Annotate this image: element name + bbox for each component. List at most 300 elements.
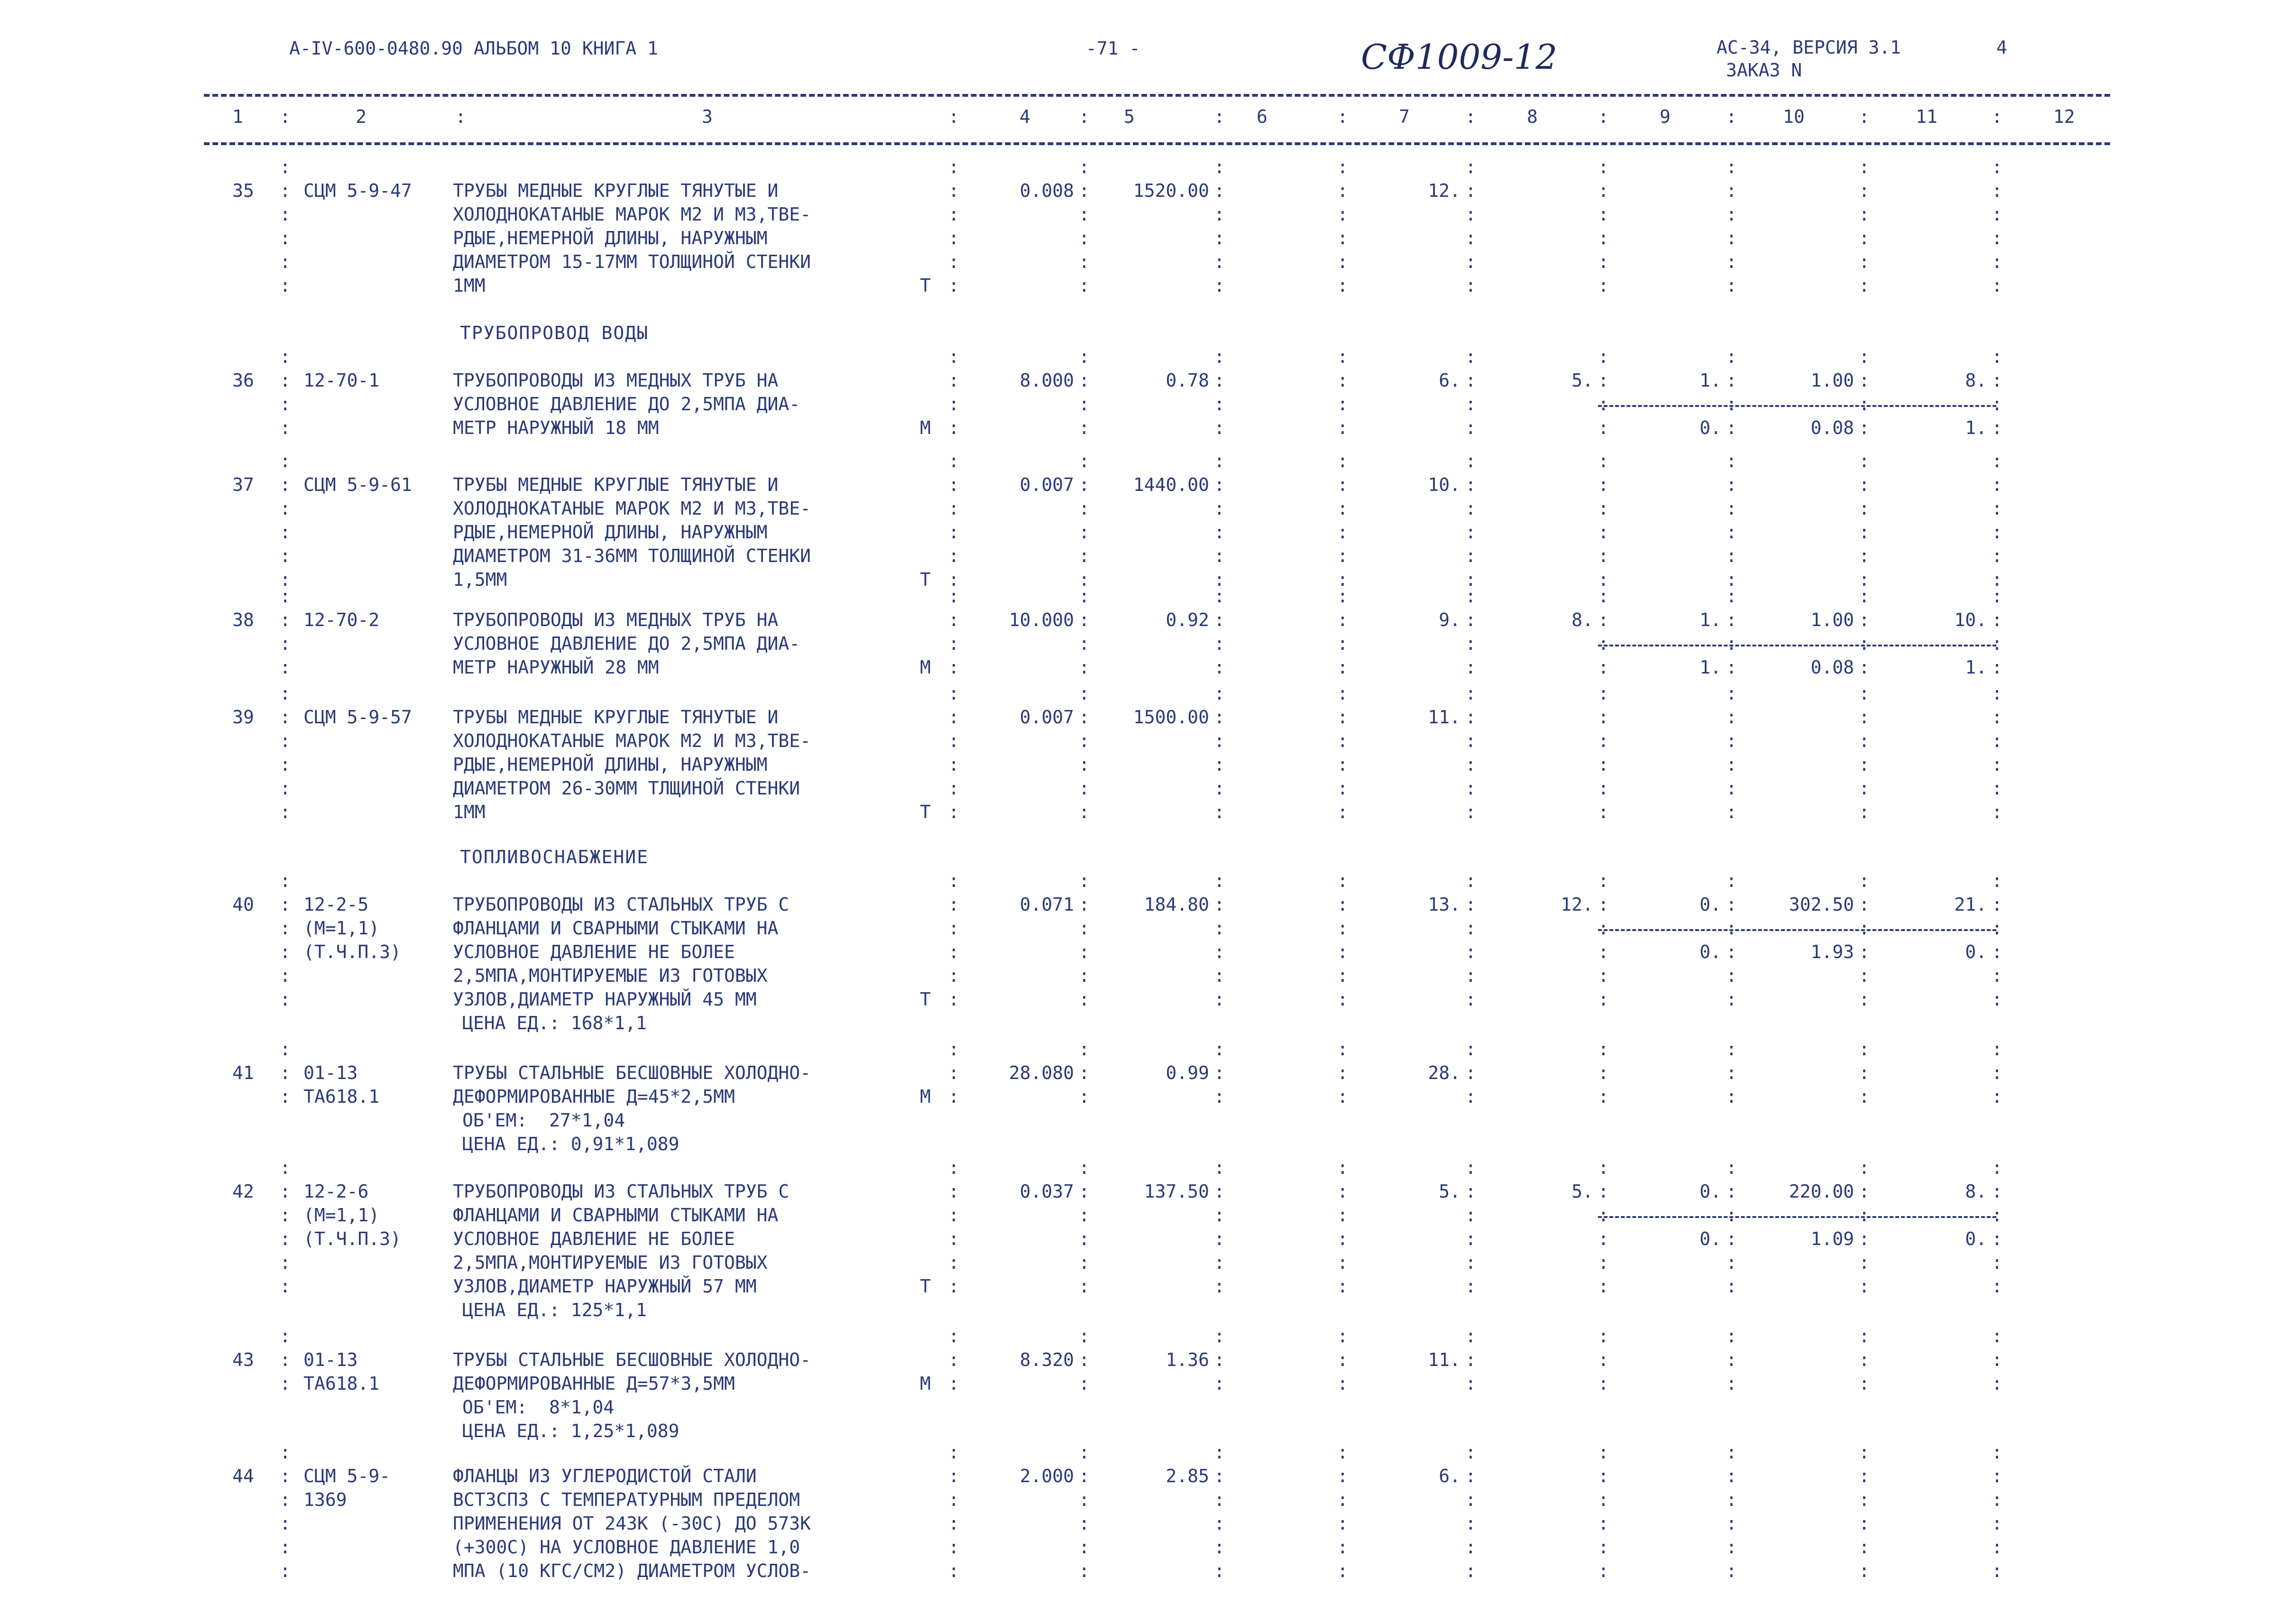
column-separator: : <box>1726 370 1737 391</box>
column-separator: : <box>1859 474 1870 495</box>
header-rule <box>204 142 2110 145</box>
cell-col7: 10. <box>1428 474 1460 495</box>
column-separator: : <box>1337 522 1348 543</box>
column-separator: : <box>280 522 291 543</box>
column-separator: : <box>1859 1489 1870 1510</box>
column-separator: : <box>1079 417 1090 438</box>
column-separator: : <box>1992 275 2002 296</box>
column-separator: : <box>1598 275 1609 296</box>
column-separator: : <box>1079 707 1090 728</box>
column-separator: : <box>1859 370 1870 391</box>
column-separator: : <box>1859 633 1870 654</box>
row-code: 12-2-6 <box>303 1181 369 1202</box>
column-separator: : <box>948 754 959 775</box>
column-separator: : <box>1079 754 1090 775</box>
column-separator: : <box>1726 498 1737 519</box>
column-separator: : <box>1598 586 1609 607</box>
row-unit: Т <box>920 989 931 1010</box>
row-extra: ЦЕНА ЕД.: 168*1,1 <box>462 1013 647 1033</box>
column-separator: : <box>1726 1489 1737 1510</box>
column-separator: : <box>1079 1513 1090 1534</box>
column-separator: : <box>1079 894 1090 915</box>
column-separator: : <box>1726 106 1737 127</box>
row-description: 2,5МПА,МОНТИРУЕМЫЕ ИЗ ГОТОВЫХ <box>453 965 768 986</box>
column-separator: : <box>1992 251 2002 272</box>
column-separator: : <box>948 894 959 915</box>
column-separator: : <box>280 1276 291 1297</box>
column-separator: : <box>1337 1489 1348 1510</box>
row-description: МПА (10 КГС/СМ2) ДИАМЕТРОМ УСЛОВ- <box>453 1560 811 1581</box>
column-separator: : <box>1598 1560 1609 1581</box>
column-separator: : <box>280 1373 291 1394</box>
column-separator: : <box>1337 730 1348 751</box>
column-separator: : <box>280 1560 291 1581</box>
column-separator: : <box>1992 157 2002 177</box>
column-separator: : <box>1992 1062 2002 1083</box>
column-separator: : <box>1465 870 1476 891</box>
column-separator: : <box>1337 707 1348 728</box>
column-separator: : <box>948 1373 959 1394</box>
column-separator: : <box>1726 609 1737 630</box>
row-code: 01-13 <box>303 1349 358 1370</box>
column-separator: : <box>1079 370 1090 391</box>
column-separator: : <box>1859 1157 1870 1178</box>
column-separator: : <box>1337 1326 1348 1347</box>
column-separator: : <box>1598 1326 1609 1347</box>
column-separator: : <box>1337 683 1348 704</box>
column-separator: : <box>1726 157 1737 177</box>
column-separator: : <box>1859 707 1870 728</box>
column-separator: : <box>1214 778 1225 799</box>
row-number: 37 <box>232 474 254 495</box>
column-separator: : <box>280 586 291 607</box>
column-separator: : <box>1214 1252 1225 1273</box>
column-separator: : <box>948 730 959 751</box>
column-separator: : <box>280 1252 291 1273</box>
column-separator: : <box>948 802 959 822</box>
cell-col5: 0.92 <box>1166 609 1209 630</box>
column-separator: : <box>1992 609 2002 630</box>
column-separator: : <box>1726 1466 1737 1486</box>
column-separator: : <box>1465 370 1476 391</box>
column-separator: : <box>1465 1086 1476 1107</box>
column-separator: : <box>280 228 291 249</box>
column-separator: : <box>1992 451 2002 471</box>
column-separator: : <box>1079 1157 1090 1178</box>
column-separator: : <box>1465 106 1476 127</box>
column-separator: : <box>1859 545 1870 566</box>
column-separator: : <box>1859 870 1870 891</box>
column-separator: : <box>1465 1326 1476 1347</box>
column-separator: : <box>1465 1228 1476 1249</box>
column-separator: : <box>1465 275 1476 296</box>
column-separator: : <box>280 106 291 127</box>
column-separator: : <box>1337 346 1348 367</box>
column-separator: : <box>1859 754 1870 775</box>
row-description: ДЕФОРМИРОВАННЫЕ Д=57*3,5ММ <box>453 1373 735 1394</box>
column-separator: : <box>1337 157 1348 177</box>
column-separator: : <box>1992 730 2002 751</box>
column-separator: : <box>1598 941 1609 962</box>
cell-col7: 28. <box>1428 1062 1460 1083</box>
row-number: 44 <box>232 1466 254 1486</box>
row-description: ТРУБОПРОВОДЫ ИЗ СТАЛЬНЫХ ТРУБ С <box>453 894 790 915</box>
row-code: 1369 <box>303 1489 347 1510</box>
column-separator: : <box>1337 394 1348 415</box>
cell-col10: 1.00 <box>1810 370 1854 391</box>
cell-col5: 1500.00 <box>1133 707 1209 728</box>
column-separator: : <box>948 180 959 201</box>
column-separator: : <box>1992 474 2002 495</box>
column-separator: : <box>1465 1205 1476 1226</box>
column-separator: : <box>1992 394 2002 415</box>
column-separator: : <box>1214 1062 1225 1083</box>
column-separator: : <box>1598 394 1609 415</box>
column-separator: : <box>1214 1157 1225 1178</box>
sub-col10: 0.08 <box>1810 657 1854 678</box>
column-separator: : <box>1214 918 1225 939</box>
column-separator: : <box>948 1513 959 1534</box>
column-separator: : <box>1859 1205 1870 1226</box>
column-separator: : <box>1598 370 1609 391</box>
column-separator: : <box>1337 1205 1348 1226</box>
row-code: 12-2-5 <box>303 894 369 915</box>
column-separator: : <box>1465 346 1476 367</box>
column-separator: : <box>1992 1466 2002 1486</box>
column-separator: : <box>1214 1326 1225 1347</box>
column-separator: : <box>1214 1513 1225 1534</box>
row-description: ХОЛОДНОКАТАНЫЕ МАРОК М2 И М3,ТВЕ- <box>453 498 811 519</box>
column-separator: : <box>280 1466 291 1486</box>
column-separator: : <box>1337 1442 1348 1463</box>
column-separator: : <box>280 1349 291 1370</box>
cell-col8: 5. <box>1571 370 1593 391</box>
column-separator: : <box>1992 754 2002 775</box>
column-separator: : <box>1214 1228 1225 1249</box>
column-separator: : <box>1079 451 1090 471</box>
sub-col11: 1. <box>1965 417 1987 438</box>
cell-col5: 184.80 <box>1144 894 1209 915</box>
column-separator: : <box>1598 754 1609 775</box>
column-separator: : <box>1337 918 1348 939</box>
column-separator: : <box>280 275 291 296</box>
column-separator: : <box>1726 1513 1737 1534</box>
column-separator: : <box>1992 965 2002 986</box>
column-separator: : <box>1992 941 2002 962</box>
column-separator: : <box>1992 870 2002 891</box>
column-separator: : <box>1859 1513 1870 1534</box>
row-code: (Т.Ч.П.3) <box>303 1228 401 1249</box>
column-separator: : <box>1079 474 1090 495</box>
cell-col11: 8. <box>1965 1181 1987 1202</box>
cell-col4: 28.080 <box>1009 1062 1074 1083</box>
column-separator: : <box>280 204 291 225</box>
column-separator: : <box>1992 1039 2002 1060</box>
cell-col4: 0.071 <box>1019 894 1074 915</box>
column-separator: : <box>1214 106 1225 127</box>
column-separator: : <box>1726 1157 1737 1178</box>
column-separator: : <box>1214 894 1225 915</box>
column-separator: : <box>1992 569 2002 590</box>
column-separator: : <box>1992 586 2002 607</box>
column-separator: : <box>280 778 291 799</box>
top-rule <box>204 94 2110 97</box>
column-separator: : <box>948 204 959 225</box>
column-separator: : <box>1214 204 1225 225</box>
column-separator: : <box>1992 1252 2002 1273</box>
row-number: 41 <box>232 1062 254 1083</box>
column-separator: : <box>1465 683 1476 704</box>
cell-col4: 0.007 <box>1019 474 1074 495</box>
column-separator: : <box>1214 1181 1225 1202</box>
sub-col9: 0. <box>1699 1228 1721 1249</box>
column-separator: : <box>1214 251 1225 272</box>
sub-col10: 1.93 <box>1810 941 1854 962</box>
column-separator: : <box>1598 989 1609 1010</box>
column-separator: : <box>1726 1228 1737 1249</box>
column-header-5: 5 <box>1124 106 1135 127</box>
column-separator: : <box>1992 545 2002 566</box>
column-separator: : <box>1214 157 1225 177</box>
column-separator: : <box>1726 989 1737 1010</box>
column-separator: : <box>1465 918 1476 939</box>
column-separator: : <box>1598 1157 1609 1178</box>
column-header-6: 6 <box>1257 106 1267 127</box>
column-separator: : <box>1079 778 1090 799</box>
row-unit: М <box>920 657 931 678</box>
column-separator: : <box>948 157 959 177</box>
column-separator: : <box>948 569 959 590</box>
column-separator: : <box>1598 1276 1609 1297</box>
column-separator: : <box>280 1537 291 1558</box>
column-separator: : <box>1726 870 1737 891</box>
column-separator: : <box>1214 965 1225 986</box>
cell-col11: 10. <box>1954 609 1987 630</box>
column-separator: : <box>1465 417 1476 438</box>
column-separator: : <box>1079 275 1090 296</box>
column-separator: : <box>1598 180 1609 201</box>
column-separator: : <box>948 1205 959 1226</box>
column-separator: : <box>1859 1228 1870 1249</box>
cell-col5: 137.50 <box>1144 1181 1209 1202</box>
column-separator: : <box>1598 228 1609 249</box>
column-separator: : <box>280 1086 291 1107</box>
column-separator: : <box>1859 228 1870 249</box>
cell-col5: 1520.00 <box>1133 180 1209 201</box>
column-separator: : <box>1465 474 1476 495</box>
column-separator: : <box>1992 417 2002 438</box>
handwritten-code: СФ1009-12 <box>1361 37 1558 77</box>
column-separator: : <box>948 498 959 519</box>
column-separator: : <box>1992 1442 2002 1463</box>
column-separator: : <box>1726 417 1737 438</box>
column-separator: : <box>1859 802 1870 822</box>
column-separator: : <box>1214 370 1225 391</box>
column-separator: : <box>1337 754 1348 775</box>
cell-col7: 9. <box>1439 609 1460 630</box>
column-separator: : <box>1079 1537 1090 1558</box>
column-separator: : <box>1214 180 1225 201</box>
column-separator: : <box>1337 1373 1348 1394</box>
row-unit: Т <box>920 275 931 296</box>
cell-col4: 0.008 <box>1019 180 1074 201</box>
column-separator: : <box>1859 451 1870 471</box>
cell-col8: 8. <box>1571 609 1593 630</box>
column-separator: : <box>1992 498 2002 519</box>
row-description: ДИАМЕТРОМ 15-17ММ ТОЛЩИНОЙ СТЕНКИ <box>453 251 811 272</box>
column-separator: : <box>1337 180 1348 201</box>
column-separator: : <box>1465 586 1476 607</box>
column-separator: : <box>1079 1062 1090 1083</box>
column-separator: : <box>1465 754 1476 775</box>
column-separator: : <box>1598 894 1609 915</box>
column-separator: : <box>1214 707 1225 728</box>
column-separator: : <box>1726 657 1737 678</box>
column-separator: : <box>1598 1228 1609 1249</box>
column-separator: : <box>1079 106 1090 127</box>
column-separator: : <box>1598 1466 1609 1486</box>
column-separator: : <box>1337 275 1348 296</box>
column-separator: : <box>1992 707 2002 728</box>
column-separator: : <box>1337 657 1348 678</box>
column-separator: : <box>1726 754 1737 775</box>
column-separator: : <box>1992 1086 2002 1107</box>
column-separator: : <box>1992 802 2002 822</box>
column-separator: : <box>1598 1062 1609 1083</box>
column-separator: : <box>280 370 291 391</box>
column-separator: : <box>1337 1349 1348 1370</box>
column-separator: : <box>1465 894 1476 915</box>
column-separator: : <box>1465 545 1476 566</box>
row-description: МЕТР НАРУЖНЫЙ 18 ММ <box>453 417 659 438</box>
column-separator: : <box>1079 228 1090 249</box>
column-separator: : <box>1598 730 1609 751</box>
column-separator: : <box>948 609 959 630</box>
column-separator: : <box>1079 1560 1090 1581</box>
column-separator: : <box>280 609 291 630</box>
row-code: СЦМ 5-9-47 <box>303 180 412 201</box>
column-separator: : <box>1465 394 1476 415</box>
row-description: ТРУБЫ МЕДНЫЕ КРУГЛЫЕ ТЯНУТЫЕ И <box>453 474 779 495</box>
column-separator: : <box>1726 1039 1737 1060</box>
column-separator: : <box>1337 474 1348 495</box>
column-separator: : <box>948 1181 959 1202</box>
column-separator: : <box>948 1326 959 1347</box>
column-separator: : <box>1859 1276 1870 1297</box>
column-separator: : <box>948 451 959 471</box>
column-separator: : <box>1465 941 1476 962</box>
column-separator: : <box>1598 633 1609 654</box>
column-separator: : <box>1859 1086 1870 1107</box>
cell-col5: 1440.00 <box>1133 474 1209 495</box>
row-unit: Т <box>920 802 931 822</box>
row-description: РДЫЕ,НЕМЕРНОЙ ДЛИНЫ, НАРУЖНЫМ <box>453 754 768 775</box>
column-header-12: 12 <box>2053 106 2075 127</box>
column-separator: : <box>1337 941 1348 962</box>
column-separator: : <box>1337 569 1348 590</box>
column-separator: : <box>1337 451 1348 471</box>
column-separator: : <box>1214 730 1225 751</box>
column-separator: : <box>1598 417 1609 438</box>
row-description: УЗЛОВ,ДИАМЕТР НАРУЖНЫЙ 45 ММ <box>453 989 757 1010</box>
sub-col9: 1. <box>1699 657 1721 678</box>
column-separator: : <box>1337 989 1348 1010</box>
column-separator: : <box>1214 1489 1225 1510</box>
row-code: СЦМ 5-9- <box>303 1466 391 1486</box>
column-separator: : <box>1079 1276 1090 1297</box>
column-separator: : <box>1859 1062 1870 1083</box>
row-description: ТРУБЫ МЕДНЫЕ КРУГЛЫЕ ТЯНУТЫЕ И <box>453 180 779 201</box>
column-separator: : <box>1465 204 1476 225</box>
column-separator: : <box>1859 989 1870 1010</box>
column-separator: : <box>948 1489 959 1510</box>
column-separator: : <box>1214 545 1225 566</box>
column-separator: : <box>1337 870 1348 891</box>
column-separator: : <box>1859 1442 1870 1463</box>
column-separator: : <box>1214 941 1225 962</box>
album-header: A-IV-600-0480.90 АЛЬБОМ 10 КНИГА 1 <box>289 38 658 59</box>
column-separator: : <box>948 346 959 367</box>
column-separator: : <box>455 106 466 127</box>
column-separator: : <box>1214 1466 1225 1486</box>
row-description: 1ММ <box>453 275 486 296</box>
column-separator: : <box>1465 707 1476 728</box>
order-label: ЗАКАЗ N <box>1726 60 1802 81</box>
column-separator: : <box>1726 204 1737 225</box>
column-separator: : <box>1726 965 1737 986</box>
column-separator: : <box>1859 586 1870 607</box>
column-separator: : <box>1337 1062 1348 1083</box>
column-separator: : <box>1214 1086 1225 1107</box>
column-separator: : <box>1726 569 1737 590</box>
column-separator: : <box>1598 1181 1609 1202</box>
column-separator: : <box>1859 204 1870 225</box>
column-separator: : <box>1992 1157 2002 1178</box>
column-separator: : <box>280 730 291 751</box>
row-description: ФЛАНЦЫ ИЗ УГЛЕРОДИСТОЙ СТАЛИ <box>453 1466 757 1486</box>
column-separator: : <box>1992 894 2002 915</box>
column-separator: : <box>1079 251 1090 272</box>
cell-col9: 1. <box>1699 370 1721 391</box>
column-separator: : <box>280 451 291 471</box>
column-separator: : <box>1214 633 1225 654</box>
row-unit: М <box>920 417 931 438</box>
column-separator: : <box>1859 1373 1870 1394</box>
row-extra: ОБ'ЕМ: 27*1,04 <box>462 1110 625 1131</box>
row-description: ФЛАНЦАМИ И СВАРНЫМИ СТЫКАМИ НА <box>453 918 779 939</box>
column-separator: : <box>948 941 959 962</box>
column-separator: : <box>1337 1157 1348 1178</box>
version-label: АС-34, ВЕРСИЯ 3.1 <box>1717 37 1901 58</box>
column-separator: : <box>280 657 291 678</box>
column-separator: : <box>1992 522 2002 543</box>
column-separator: : <box>1465 498 1476 519</box>
column-separator: : <box>1214 1537 1225 1558</box>
column-separator: : <box>948 1442 959 1463</box>
column-separator: : <box>280 1205 291 1226</box>
column-separator: : <box>1598 1537 1609 1558</box>
row-code: 12-70-1 <box>303 370 380 391</box>
column-header-1: 1 <box>232 106 243 127</box>
column-separator: : <box>1465 1157 1476 1178</box>
column-separator: : <box>1465 1252 1476 1273</box>
column-separator: : <box>280 1489 291 1510</box>
column-separator: : <box>1465 1560 1476 1581</box>
column-separator: : <box>1337 1181 1348 1202</box>
column-separator: : <box>1598 204 1609 225</box>
column-separator: : <box>280 394 291 415</box>
row-code: ТА618.1 <box>303 1373 380 1394</box>
